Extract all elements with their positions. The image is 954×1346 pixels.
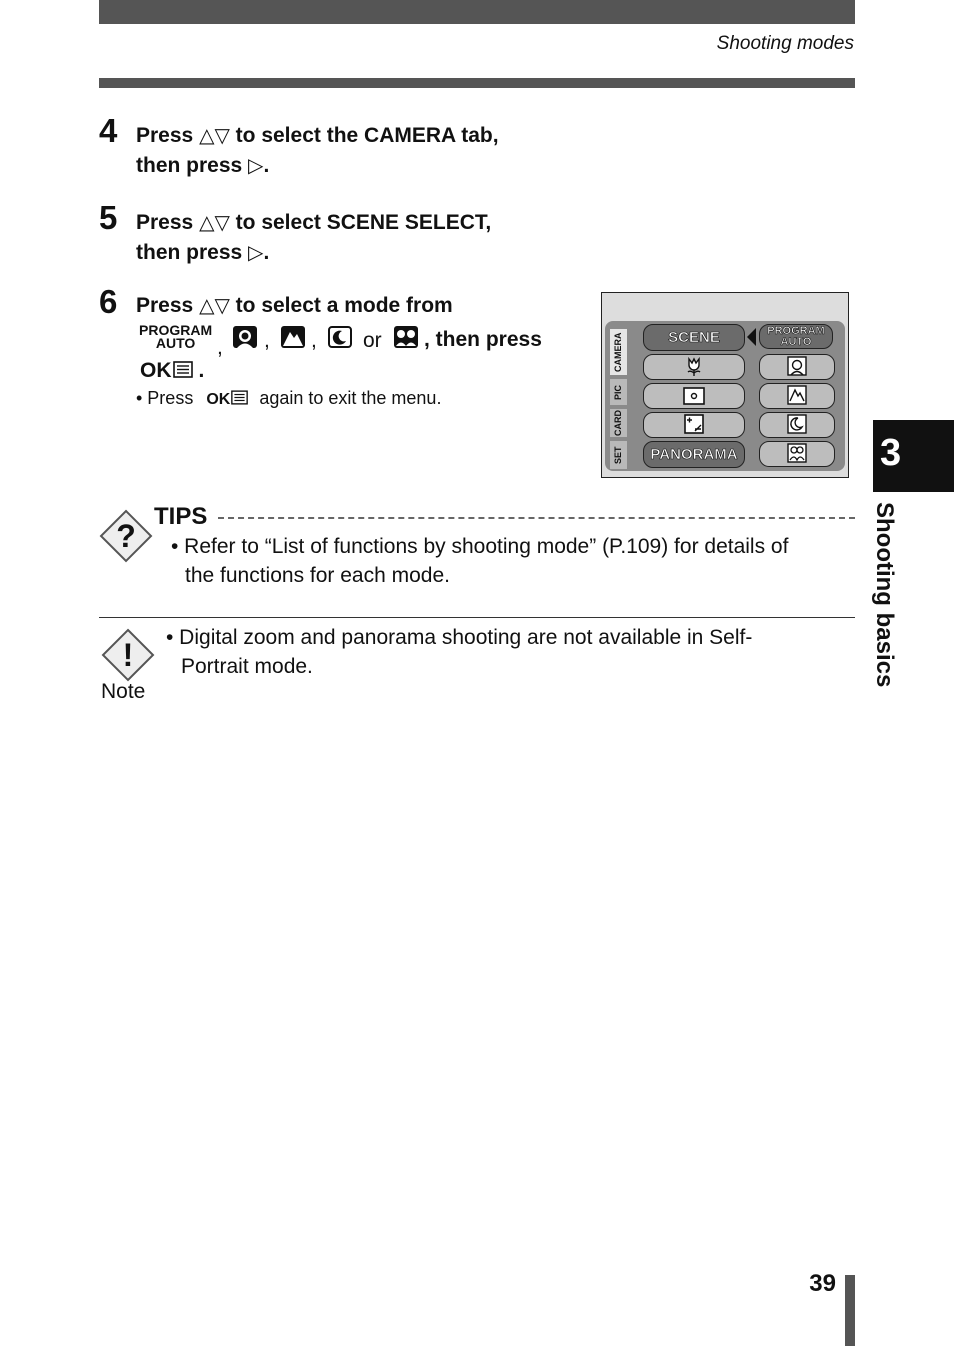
section-title: Shooting modes [716,33,854,54]
panorama-button: PANORAMA [643,441,745,468]
spot-icon [682,386,706,406]
menu-panel [605,321,845,471]
program-auto-button: PROGRAM AUTO [759,324,833,349]
step-5-text: Press △▽ to select SCENE SELECT, then press ▷. [136,211,492,264]
up-down-arrow-icon: △▽ [199,295,230,317]
step-6-line1: Press △▽ to select a mode from [136,294,453,317]
camera-menu-screen [601,292,849,478]
macro-mode-button [643,354,745,380]
tab-set: SET [610,441,627,469]
exposure-icon [683,413,705,435]
then-press-text: , then press [424,328,542,351]
tips-line-2: the functions for each mode. [185,564,450,587]
tips-title: TIPS [154,503,208,530]
tab-card: CARD [610,409,627,437]
landscape-icon [280,325,306,354]
scene-select-button: SCENE [643,324,745,351]
note-line-1: • Digital zoom and panorama shooting are not available in Self- [166,626,753,649]
sub-bullet: • Press OK again to exit the menu. [136,388,442,408]
comma: , [264,329,270,352]
tab-pic: PIC [610,379,627,405]
step-5-number: 5 [99,199,118,236]
night-scene-mode-button [759,412,835,438]
chapter-title: Shooting basics [871,502,898,688]
or-word: or [363,329,382,352]
portrait-icon [232,325,258,354]
portrait-mode-button [759,354,835,380]
tab-camera: CAMERA [610,329,627,375]
svg-text:?: ? [116,518,136,554]
header-rule [99,78,855,88]
landscape-icon [786,384,808,406]
tips-line-1: • Refer to “List of functions by shooting mode” (P.109) for details of [171,535,789,558]
exposure-comp-button [643,412,745,438]
step-4-text: Press △▽ to select the CAMERA tab, then press ▷. [136,124,499,177]
spot-mode-button [643,383,745,409]
step-6-number: 6 [99,283,118,320]
header-bar [99,0,855,24]
selection-arrow-icon [747,328,756,346]
note-line-2: Portrait mode. [181,655,313,678]
comma: , [311,329,317,352]
section-divider [99,617,855,618]
page-number: 39 [809,1270,836,1297]
portrait-icon [786,355,808,377]
self-portrait-icon [393,325,419,354]
right-arrow-icon: ▷ [248,155,264,177]
self-portrait-icon [786,442,808,464]
self-portrait-mode-button [759,441,835,467]
ok-menu-icon: OK . [140,359,205,382]
up-down-arrow-icon: △▽ [199,212,230,234]
landscape-mode-button [759,383,835,409]
ok-menu-icon: OK [206,391,248,408]
up-down-arrow-icon: △▽ [199,125,230,147]
program-auto-icon-label: PROGRAM AUTO [139,322,213,351]
tips-icon [99,509,153,568]
step-4-number: 4 [99,112,118,149]
night-scene-icon [786,413,808,435]
chapter-number: 3 [880,432,902,474]
right-arrow-icon: ▷ [248,242,264,264]
tips-divider [218,517,855,519]
svg-text:!: ! [122,637,134,673]
note-label: Note [101,680,146,703]
comma: , [217,336,223,359]
page-number-bar [845,1275,855,1346]
tulip-icon [683,355,705,377]
menu-tabs [610,329,627,467]
night-scene-icon [327,325,353,354]
